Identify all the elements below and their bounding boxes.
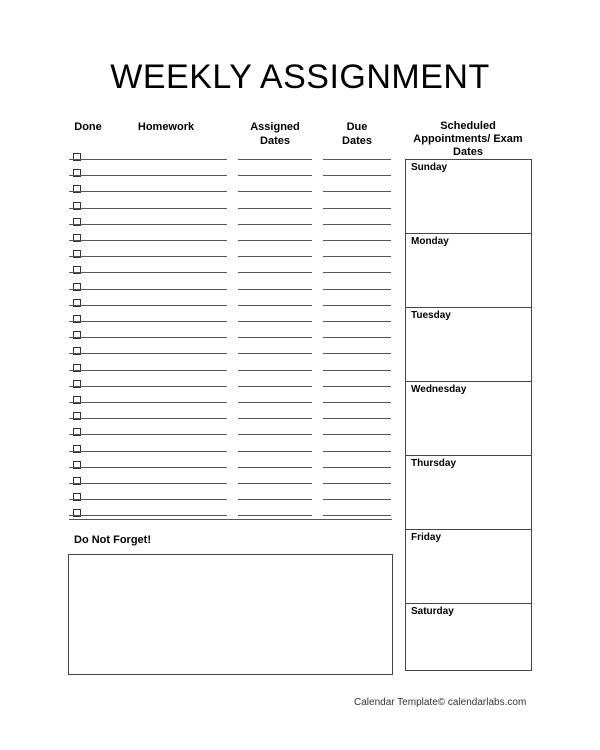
- due-date-line[interactable]: [323, 353, 391, 354]
- homework-line[interactable]: [69, 483, 227, 484]
- assigned-date-line[interactable]: [238, 272, 312, 273]
- due-date-line[interactable]: [323, 337, 391, 338]
- homework-line[interactable]: [69, 256, 227, 257]
- day-box-thursday[interactable]: [406, 456, 531, 530]
- due-date-line[interactable]: [323, 175, 391, 176]
- homework-column-header: Homework: [137, 121, 195, 133]
- due-date-line[interactable]: [323, 499, 391, 500]
- assigned-date-line[interactable]: [238, 289, 312, 290]
- scheduled-header-line3: Dates: [453, 146, 483, 158]
- homework-line[interactable]: [69, 289, 227, 290]
- assigned-date-line[interactable]: [238, 515, 312, 516]
- assigned-date-line[interactable]: [238, 159, 312, 160]
- assigned-date-line[interactable]: [238, 208, 312, 209]
- day-box-wednesday[interactable]: [406, 382, 531, 456]
- due-date-line[interactable]: [323, 305, 391, 306]
- homework-line[interactable]: [69, 159, 227, 160]
- do-not-forget-label: Do Not Forget!: [74, 534, 151, 546]
- assigned-date-line[interactable]: [238, 191, 312, 192]
- assigned-date-line[interactable]: [238, 499, 312, 500]
- due-date-line[interactable]: [323, 483, 391, 484]
- assigned-date-line[interactable]: [238, 353, 312, 354]
- assigned-date-line[interactable]: [238, 337, 312, 338]
- done-column-header: Done: [74, 121, 102, 133]
- homework-line[interactable]: [69, 240, 227, 241]
- homework-line[interactable]: [69, 467, 227, 468]
- due-header-line1: Due: [346, 121, 368, 133]
- assigned-header-line1: Assigned: [250, 121, 300, 133]
- homework-line[interactable]: [69, 337, 227, 338]
- assigned-date-line[interactable]: [238, 240, 312, 241]
- due-date-line[interactable]: [323, 402, 391, 403]
- due-date-line[interactable]: [323, 256, 391, 257]
- day-label: Saturday: [411, 606, 454, 617]
- homework-line[interactable]: [69, 321, 227, 322]
- homework-line[interactable]: [69, 386, 227, 387]
- due-header-line2: Dates: [342, 135, 372, 147]
- homework-line[interactable]: [69, 272, 227, 273]
- day-label: Wednesday: [411, 384, 467, 395]
- section-divider: [69, 519, 392, 520]
- due-date-line[interactable]: [323, 434, 391, 435]
- day-label: Tuesday: [411, 310, 451, 321]
- assigned-date-line[interactable]: [238, 434, 312, 435]
- due-date-line[interactable]: [323, 191, 391, 192]
- day-box-saturday[interactable]: [406, 604, 531, 670]
- assigned-date-line[interactable]: [238, 175, 312, 176]
- assigned-date-line[interactable]: [238, 483, 312, 484]
- due-date-line[interactable]: [323, 370, 391, 371]
- day-label: Thursday: [411, 458, 457, 469]
- day-box-monday[interactable]: [406, 234, 531, 308]
- homework-line[interactable]: [69, 305, 227, 306]
- assigned-date-line[interactable]: [238, 402, 312, 403]
- scheduled-header-line2: Appointments/ Exam: [413, 133, 523, 145]
- due-date-line[interactable]: [323, 240, 391, 241]
- assigned-date-line[interactable]: [238, 321, 312, 322]
- homework-line[interactable]: [69, 434, 227, 435]
- do-not-forget-box[interactable]: [68, 554, 393, 675]
- homework-line[interactable]: [69, 175, 227, 176]
- homework-line[interactable]: [69, 208, 227, 209]
- assigned-date-line[interactable]: [238, 224, 312, 225]
- due-date-line[interactable]: [323, 321, 391, 322]
- scheduled-header-line1: Scheduled: [440, 120, 496, 132]
- assigned-header-line2: Dates: [260, 135, 290, 147]
- assigned-date-line[interactable]: [238, 386, 312, 387]
- due-date-line[interactable]: [323, 224, 391, 225]
- homework-line[interactable]: [69, 499, 227, 500]
- page-title: WEEKLY ASSIGNMENT: [110, 58, 490, 96]
- homework-line[interactable]: [69, 191, 227, 192]
- homework-line[interactable]: [69, 402, 227, 403]
- homework-line[interactable]: [69, 224, 227, 225]
- assigned-date-line[interactable]: [238, 467, 312, 468]
- due-date-line[interactable]: [323, 418, 391, 419]
- due-date-line[interactable]: [323, 208, 391, 209]
- homework-line[interactable]: [69, 418, 227, 419]
- assigned-date-line[interactable]: [238, 305, 312, 306]
- day-label: Friday: [411, 532, 442, 543]
- due-date-line[interactable]: [323, 515, 391, 516]
- day-box-tuesday[interactable]: [406, 308, 531, 382]
- day-box-friday[interactable]: [406, 530, 531, 604]
- footer-credit: Calendar Template© calendarlabs.com: [354, 697, 527, 708]
- day-label: Monday: [411, 236, 449, 247]
- homework-line[interactable]: [69, 515, 227, 516]
- due-date-line[interactable]: [323, 451, 391, 452]
- homework-line[interactable]: [69, 370, 227, 371]
- assigned-date-line[interactable]: [238, 451, 312, 452]
- assigned-date-line[interactable]: [238, 418, 312, 419]
- day-label: Sunday: [411, 162, 448, 173]
- due-date-line[interactable]: [323, 272, 391, 273]
- due-date-line[interactable]: [323, 289, 391, 290]
- assigned-date-line[interactable]: [238, 256, 312, 257]
- due-date-line[interactable]: [323, 159, 391, 160]
- due-date-line[interactable]: [323, 386, 391, 387]
- day-box-sunday[interactable]: [406, 160, 531, 234]
- assigned-date-line[interactable]: [238, 370, 312, 371]
- schedule-days-panel: [405, 159, 532, 671]
- homework-line[interactable]: [69, 353, 227, 354]
- homework-line[interactable]: [69, 451, 227, 452]
- due-date-line[interactable]: [323, 467, 391, 468]
